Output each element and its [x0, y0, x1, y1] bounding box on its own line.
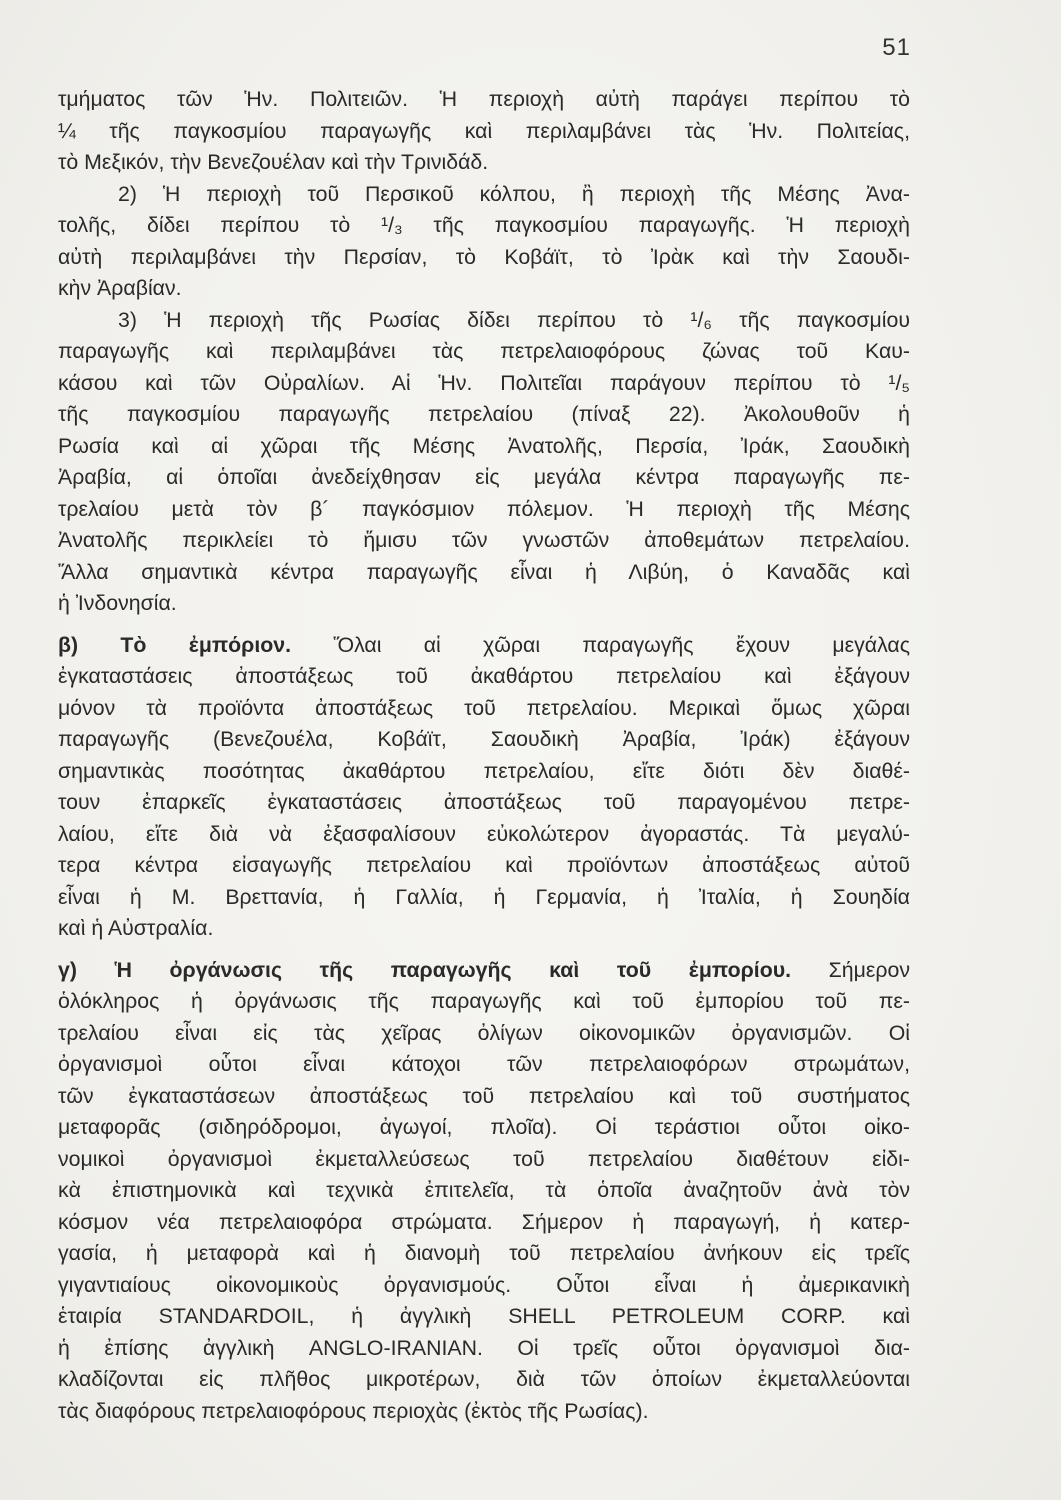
text-line: 2) Ἡ περιοχὴ τοῦ Περσικοῦ κόλπου, ἢ περιοχὴ τῆς Μέσης Ἀνα-: [118, 181, 910, 206]
text-line: καὶ ἡ Αὐστραλία.: [58, 916, 214, 940]
text-line: τρελαίου μετὰ τὸν β´ παγκόσμιον πόλεμον. Ἡ περιοχὴ τῆς Μέσης: [58, 496, 910, 521]
text-line: τρελαίου εἶναι εἰς τὰς χεῖρας ὀλίγων οἰκονομικῶν ὀργανισμῶν. Οἱ: [58, 1020, 910, 1045]
text-line: ὀργανισμοὶ οὗτοι εἶναι κάτοχοι τῶν πετρελαιοφόρων στρωμάτων,: [58, 1052, 910, 1076]
text-line: τερα κέντρα εἰσαγωγῆς πετρελαίου καὶ προϊόντων ἀποστάξεως αὐτοῦ: [58, 853, 910, 877]
text-span: Ὅλαι αἱ χῶραι παραγωγῆς ἔχουν μεγάλας: [333, 632, 910, 657]
section-heading-gamma: γ) Ἡ ὀργάνωσις τῆς παραγωγῆς καὶ τοῦ ἐμπορίου.: [58, 957, 792, 982]
text-line: κὴν Ἀραβίαν.: [58, 276, 182, 300]
text-line: μεταφορᾶς (σιδηρόδρομοι, ἀγωγοί, πλοῖα). Οἱ τεράστιοι οὗτοι οἰκο-: [58, 1115, 910, 1139]
text-line: ἐγκαταστάσεις ἀποστάξεως τοῦ ἀκαθάρτου πετρελαίου καὶ ἐξάγουν: [58, 664, 910, 688]
text-line: ¼ τῆς παγκοσμίου παραγωγῆς καὶ περιλαμβάνει τὰς Ἡν. Πολιτείας,: [58, 118, 910, 143]
text-line: κὰ ἐπιστημονικὰ καὶ τεχνικὰ ἐπιτελεῖα, τὰ ὁποῖα ἀναζητοῦν ἀνὰ τὸν: [58, 1178, 910, 1202]
text-line: 3) Ἡ περιοχὴ τῆς Ρωσίας δίδει περίπου τὸ ¹/₆ τῆς παγκοσμίου: [118, 307, 910, 332]
text-line: ὁλόκληρος ἡ ὀργάνωσις τῆς παραγωγῆς καὶ τοῦ ἐμπορίου τοῦ πε-: [58, 989, 910, 1013]
section-heading-beta: β) Τὸ ἐμπόριον.: [58, 632, 292, 657]
section-heading-line: [58, 630, 910, 662]
text-span: Σήμερον: [828, 957, 910, 982]
text-line: Ἀραβία, αἱ ὁποῖαι ἀνεδείχθησαν εἰς μεγάλα κέντρα παραγωγῆς πε-: [58, 465, 910, 489]
text-line: κάσου καὶ τῶν Οὐραλίων. Αἱ Ἡν. Πολιτεῖαι παράγουν περίπου τὸ ¹/₅: [58, 370, 910, 395]
text-line: μόνον τὰ προϊόντα ἀποστάξεως τοῦ πετρελαίου. Μερικαὶ ὅμως χῶραι: [58, 695, 910, 720]
text-line: κόσμον νέα πετρελαιοφόρα στρώματα. Σήμερον ἡ παραγωγή, ἡ κατερ-: [58, 1209, 910, 1234]
text-line: ἡ Ἰνδονησία.: [58, 591, 177, 615]
text-line: τῶν ἐγκαταστάσεων ἀποστάξεως τοῦ πετρελαίου καὶ τοῦ συστήματος: [58, 1083, 910, 1108]
text-line: αὐτὴ περιλαμβάνει τὴν Περσίαν, τὸ Κοβάϊτ, τὸ Ἰρὰκ καὶ τὴν Σαουδι-: [58, 244, 910, 269]
text-line: τὸ Μεξικόν, τὴν Βενεζουέλαν καὶ τὴν Τρινιδάδ.: [58, 150, 489, 174]
body-text: [58, 84, 910, 1427]
text-line: Ρωσία καὶ αἱ χῶραι τῆς Μέσης Ἀνατολῆς, Περσία, Ἰράκ, Σαουδικὴ: [58, 433, 910, 458]
text-line: παραγωγῆς καὶ περιλαμβάνει τὰς πετρελαιοφόρους ζώνας τοῦ Καυ-: [58, 339, 910, 363]
text-line: νομικοὶ ὀργανισμοὶ ἐκμεταλλεύσεως τοῦ πετρελαίου διαθέτουν εἰδι-: [58, 1146, 910, 1171]
text-line: ἑταιρία STANDARDOIL, ἡ ἀγγλικὴ SHELL PETROLEUM CORP. καὶ: [58, 1304, 910, 1328]
text-line: ἡ ἐπίσης ἀγγλικὴ ANGLO-IRANIAN. Οἱ τρεῖς οὗτοι ὀργανισμοὶ δια-: [58, 1335, 910, 1360]
text-line: σημαντικὰς ποσότητας ἀκαθάρτου πετρελαίου, εἴτε διότι δὲν διαθέ-: [58, 758, 910, 783]
text-line: γιγαντιαίους οἰκονομικοὺς ὀργανισμούς. Οὗτοι εἶναι ἡ ἀμερικανικὴ: [58, 1272, 910, 1297]
section-heading-line: [58, 955, 910, 987]
text-line: τολῆς, δίδει περίπου τὸ ¹/₃ τῆς παγκοσμίου παραγωγῆς. Ἡ περιοχὴ: [58, 213, 910, 237]
text-line: γασία, ἡ μεταφορὰ καὶ ἡ διανομὴ τοῦ πετρελαίου ἀνήκουν εἰς τρεῖς: [58, 1241, 910, 1265]
text-line: Ἄλλα σημαντικὰ κέντρα παραγωγῆς εἶναι ἡ Λιβύη, ὁ Καναδᾶς καὶ: [58, 559, 910, 584]
text-line: τουν ἐπαρκεῖς ἐγκαταστάσεις ἀποστάξεως τοῦ παραγομένου πετρε-: [58, 790, 910, 814]
text-line: εἶναι ἡ Μ. Βρεττανία, ἡ Γαλλία, ἡ Γερμανία, ἡ Ἰταλία, ἡ Σουηδία: [58, 884, 910, 909]
text-line: κλαδίζονται εἰς πλῆθος μικροτέρων, διὰ τῶν ὁποίων ἐκμεταλλεύονται: [58, 1367, 910, 1391]
text-line: Ἀνατολῆς περικλείει τὸ ἥμισυ τῶν γνωστῶν ἀποθεμάτων πετρελαίου.: [58, 528, 910, 552]
text-line: παραγωγῆς (Βενεζουέλα, Κοβάϊτ, Σαουδικὴ Ἀραβία, Ἰράκ) ἐξάγουν: [58, 727, 910, 751]
text-line: τὰς διαφόρους πετρελαιοφόρους περιοχὰς (ἐκτὸς τῆς Ρωσίας).: [58, 1398, 649, 1423]
text-line: τμήματος τῶν Ἡν. Πολιτειῶν. Ἡ περιοχὴ αὐτὴ παράγει περίπου τὸ: [58, 87, 910, 111]
text-line: τῆς παγκοσμίου παραγωγῆς πετρελαίου (πίναξ 22). Ἀκολουθοῦν ἡ: [58, 402, 910, 426]
text-line: λαίου, εἴτε διὰ νὰ ἐξασφαλίσουν εὐκολώτερον ἀγοραστάς. Τὰ μεγαλύ-: [58, 821, 910, 846]
page-number: 51: [882, 34, 911, 61]
